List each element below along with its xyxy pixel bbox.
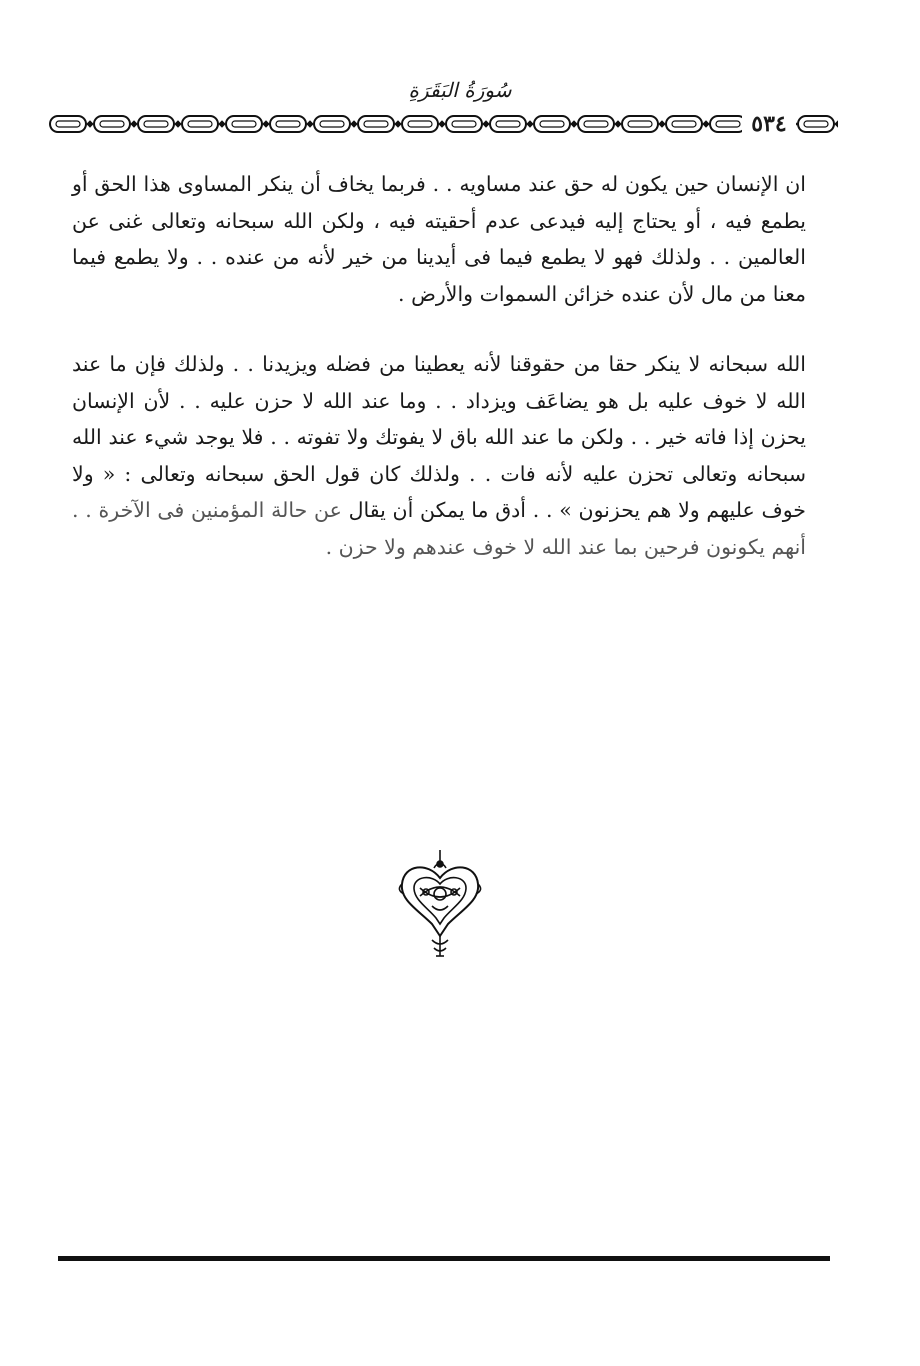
bottom-rule xyxy=(58,1256,830,1261)
paragraph xyxy=(72,346,806,565)
paragraph-text: ان الإنسان حين يكون له حق عند مساويه . . فربما يخاف أن ينكر المساوى هذا الحق أو يطمع فيه ، أو يحتاج إليه فيدعى عدم أحقيته فيه ، ولكن الله سبحانه وتعالى غنى عن العالمين . . ولذلك فهو لا يطمع فيما فى أيدينا من خير لأنه من عنده . . ولا يطمع فيما معنا من مال لأن عنده خزائن السموات والأرض . xyxy=(72,172,806,306)
paragraph-text-faded: عن حالة المؤمنين فى الآخرة . . أنهم يكونون فرحين بما عند الله لا خوف عندهم ولا حزن . xyxy=(72,498,806,559)
arabesque-ornament-icon xyxy=(398,848,482,960)
surah-title: سُورَةُ البَقَرَةِ xyxy=(408,78,512,102)
page-number: ٥٣٤ xyxy=(742,110,796,138)
paragraph-text: الله سبحانه لا ينكر حقا من حقوقنا لأنه يعطينا من فضله ويزيدنا . . ولذلك فإن ما عند الله لا خوف عليه بل هو يضاعَف ويزداد . . وما عند الله لا حزن عليه . . لأن الإنسان يحزن إذا فاته خير . . ولكن ما عند الله باق لا يفوتك ولا تفوته . . فلا يوجد شيء عند الله سبحانه وتعالى تحزن عليه لأنه فات . . ولذلك كان قول الحق سبحانه وتعالى : « ولا خوف عليهم ولا هم يحزنون » . . أدق ما يمكن أن يقال xyxy=(72,352,806,522)
paragraph xyxy=(72,166,806,312)
decorative-border-icon xyxy=(48,112,838,136)
